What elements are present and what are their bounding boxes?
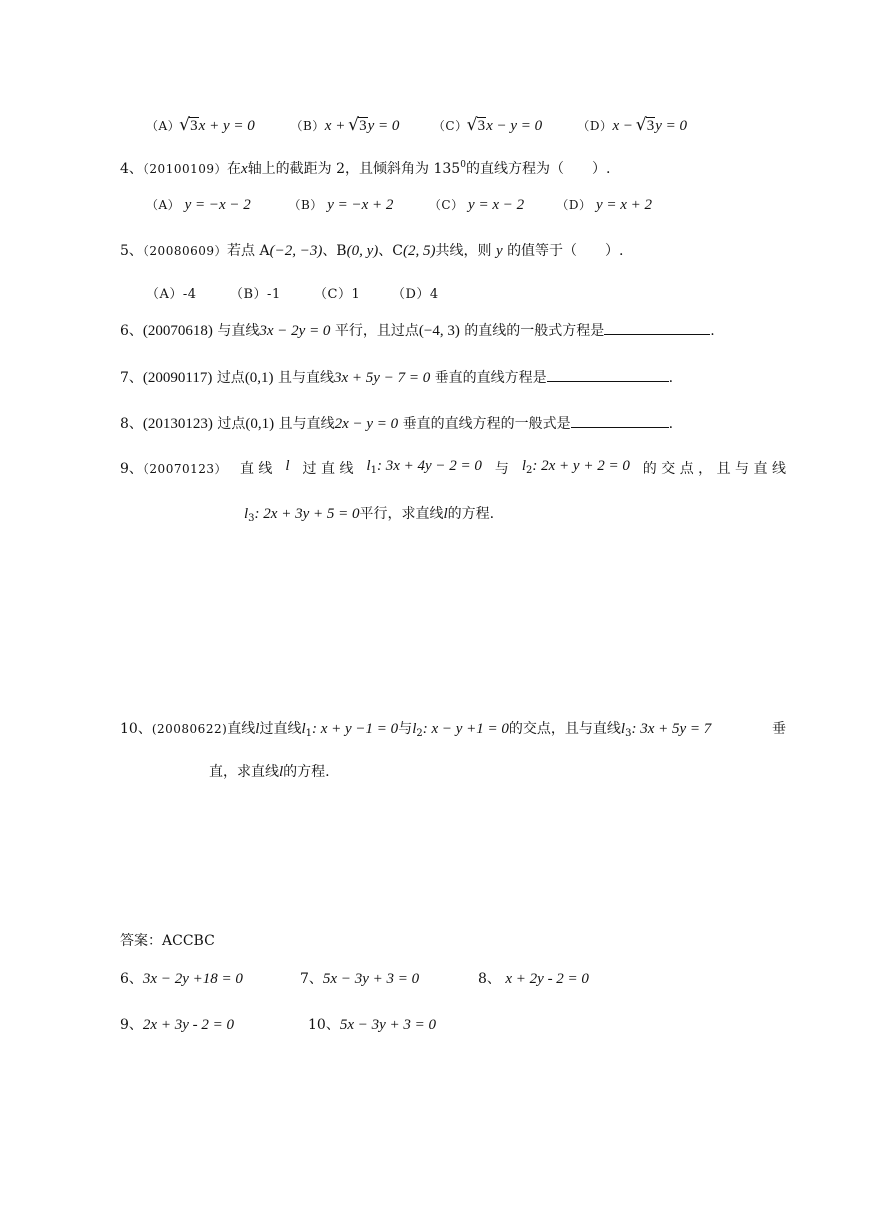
q3-option-b: （B）x + √ 3y = 0	[290, 117, 428, 135]
q3-option-d: （D）x − √ 3y = 0	[577, 117, 687, 135]
question-8: 8、(20130123) 过点(0,1) 且与直线2x − y = 0 垂直的直线方程的一般式是 .	[120, 413, 673, 433]
sqrt-symbol: √ 3	[180, 118, 199, 135]
answer-blank[interactable]	[547, 367, 669, 382]
answer-blank[interactable]	[604, 320, 710, 335]
answers-label: 答案：ACCBC	[120, 933, 215, 949]
question-6: 6、(20070618) 与直线3x − 2y = 0 平行，且过点(−4, 3) 的直线的一般式方程是 .	[120, 320, 715, 340]
answer-8: 8、 x + 2y - 2 = 0	[478, 971, 589, 987]
q4-option-c: （C） y = x − 2	[428, 197, 525, 213]
answer-10: 10、5x − 3y + 3 = 0	[308, 1017, 437, 1033]
sqrt-symbol: √ 3	[349, 118, 368, 135]
question-9-line-2: $l_3$: 2x + 3y + 5 = 0平行，求直线l的方程.	[244, 506, 495, 524]
q4-option-d: （D） y = x + 2	[556, 197, 652, 213]
q5-options	[146, 283, 439, 302]
answers-row-2	[120, 1014, 436, 1034]
q4-options	[146, 196, 652, 214]
q4-option-a: （A） y = −x − 2	[146, 197, 251, 213]
q3-option-a: （A）√ 3x + y = 0	[146, 117, 286, 135]
q5-option-c: （C）1	[314, 287, 361, 302]
question-4: 4、（20100109）在x轴上的截距为 2，且倾斜角为 $135^0$的直线方程为（ ）.	[120, 160, 611, 177]
answer-blank[interactable]	[571, 413, 669, 428]
question-9: 9、（20070123） 直 线 l 过 直 线 $l_1$: 3x + 4y − 2 = 0 与 $l_2$: 2x + y + 2 = 0 的 交 点 ， 且 与 直 线	[120, 458, 786, 477]
sqrt-symbol: √ 3	[637, 118, 656, 135]
answer-7: 7、5x − 3y + 3 = 0	[300, 971, 420, 987]
q5-option-a: （A）-4	[146, 287, 197, 302]
question-5: 5、（20080609）若点 A(−2, −3)、B(0, y)、C(2, 5)共线，则 y 的值等于（ ）.	[120, 243, 624, 259]
answer-9: 9、2x + 3y - 2 = 0	[120, 1017, 234, 1033]
q5-option-b: （B）-1	[230, 287, 281, 302]
question-10-line-2: 直，求直线l的方程.	[209, 764, 330, 780]
sqrt-symbol: √ 3	[468, 118, 487, 135]
q3-options	[146, 117, 687, 135]
question-7: 7、(20090117) 过点(0,1) 且与直线3x + 5y − 7 = 0 垂直的直线方程是 .	[120, 367, 673, 387]
q3-option-c: （C）√ 3x − y = 0	[433, 117, 573, 135]
q5-option-d: （D）4	[392, 287, 439, 302]
q4-option-b: （B） y = −x + 2	[288, 197, 394, 213]
question-10: 10、(20080622)直线l过直线$l_1$: x + y −1 = 0与$l_2$: x − y +1 = 0的交点，且与直线$l_3$: 3x + 5y = 7 垂	[120, 721, 786, 739]
answer-6: 6、3x − 2y +18 = 0	[120, 971, 243, 987]
answers-row-1	[120, 968, 589, 988]
